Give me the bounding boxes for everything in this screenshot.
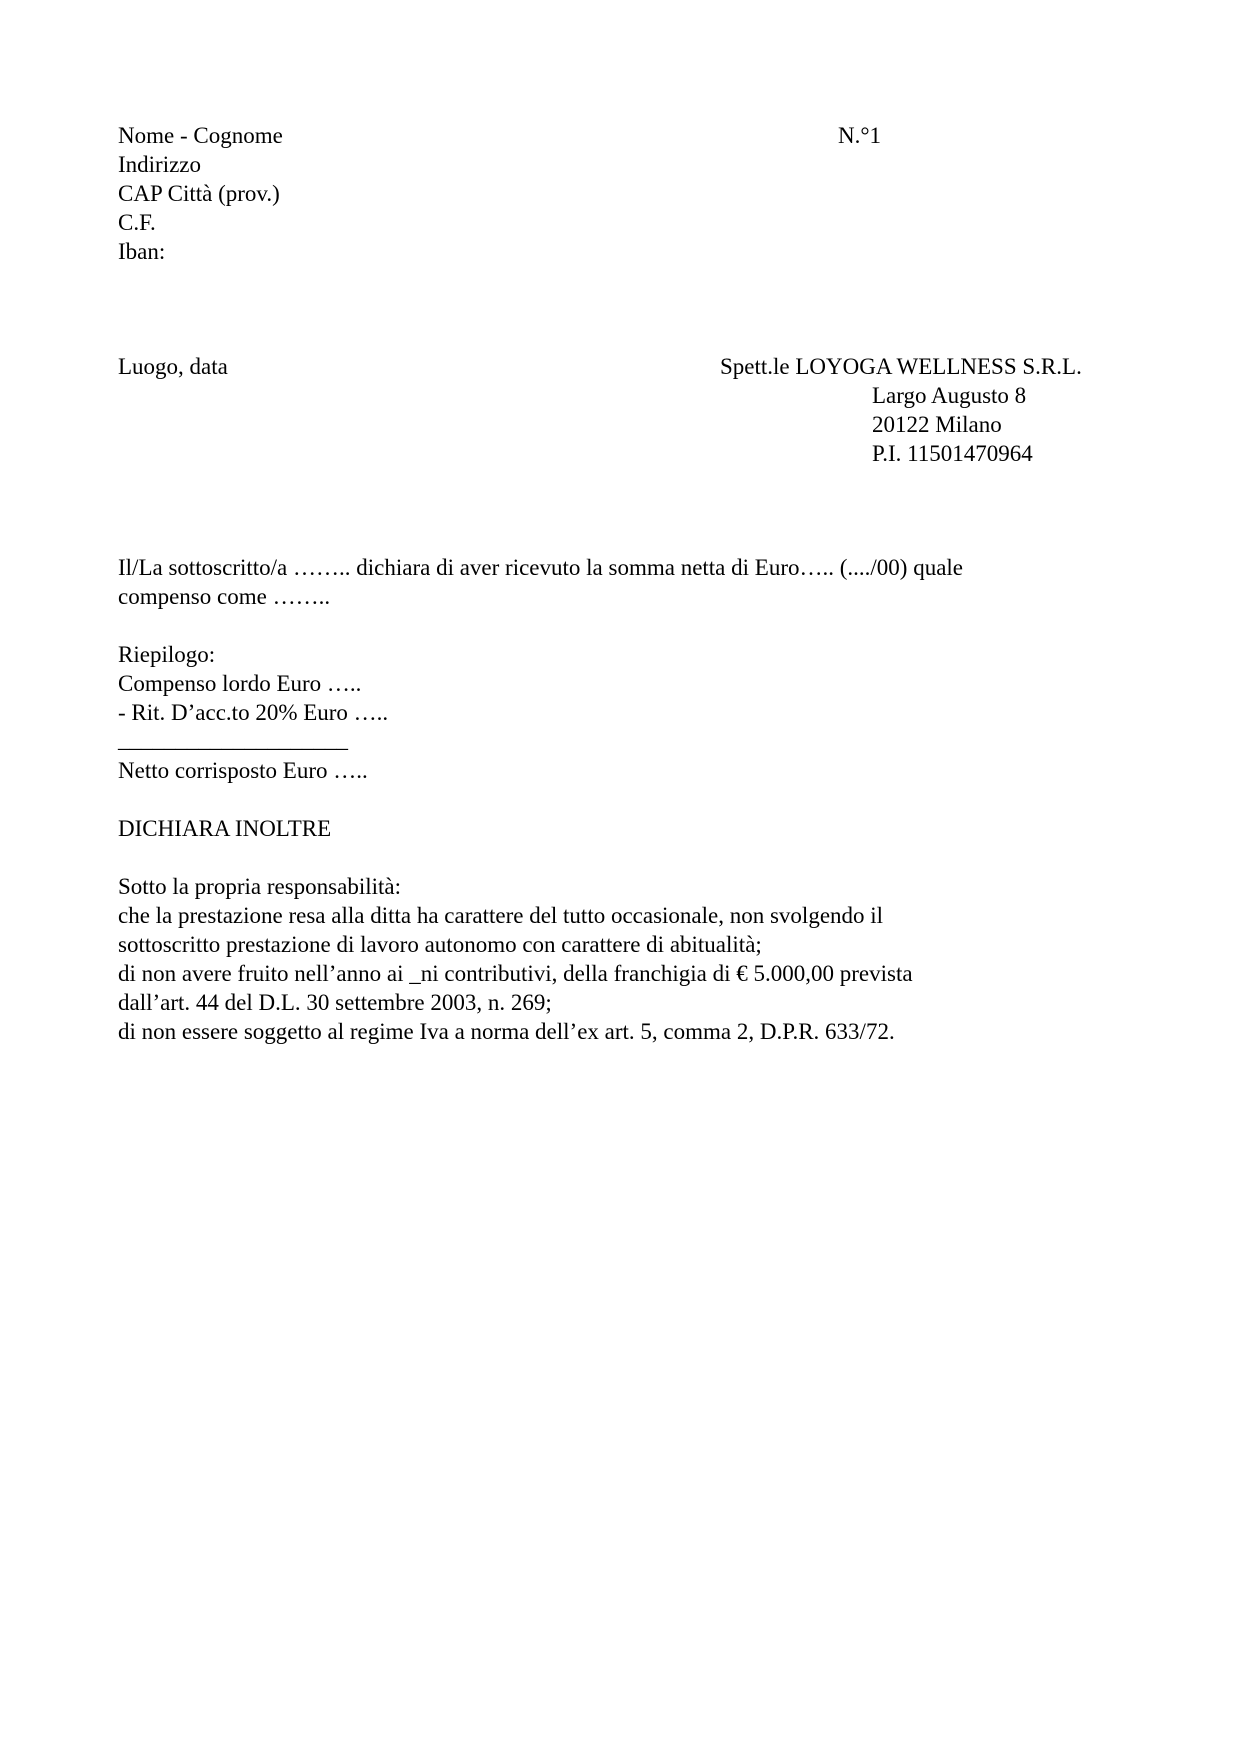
declaration-1-line-2: sottoscritto prestazione di lavoro autonomo con carattere di abitualità; [118,932,762,957]
intro-line-2: compenso come …….. [118,584,331,609]
sender-name: Nome - Cognome [118,123,283,148]
sender-iban: Iban: [118,239,166,264]
withholding-amount: - Rit. D’acc.to 20% Euro ….. [118,700,389,725]
summary-title: Riepilogo: [118,642,216,667]
net-amount: Netto corrisposto Euro ….. [118,758,368,783]
responsibility-title: Sotto la propria responsabilità: [118,874,401,899]
sender-address: Indirizzo [118,152,202,177]
declaration-2-line-2: dall’art. 44 del D.L. 30 settembre 2003, n. 269; [118,990,552,1015]
declares-title: DICHIARA INOLTRE [118,816,332,841]
recipient-city: 20122 Milano [872,412,1002,437]
summary-rule: ____________________ [118,727,348,752]
declaration-2-line-1: di non avere fruito nell’anno ai _ni contributivi, della franchigia di € 5.000,00 prevista [118,961,913,986]
recipient-company: Spett.le LOYOGA WELLNESS S.R.L. [720,354,1082,379]
place-date: Luogo, data [118,354,228,379]
sender-tax-code: C.F. [118,210,156,235]
recipient-street: Largo Augusto 8 [872,383,1027,408]
intro-line-1: Il/La sottoscritto/a …….. dichiara di aver ricevuto la somma netta di Euro….. (..../00) quale [118,555,964,580]
declaration-3-line-1: di non essere soggetto al regime Iva a norma dell’ex art. 5, comma 2, D.P.R. 633/72. [118,1019,895,1044]
recipient-vat: P.I. 11501470964 [872,441,1033,466]
sender-city: CAP Città (prov.) [118,181,280,206]
document-number: N.°1 [838,123,882,148]
declaration-1-line-1: che la prestazione resa alla ditta ha carattere del tutto occasionale, non svolgendo il [118,903,884,928]
gross-amount: Compenso lordo Euro ….. [118,671,362,696]
